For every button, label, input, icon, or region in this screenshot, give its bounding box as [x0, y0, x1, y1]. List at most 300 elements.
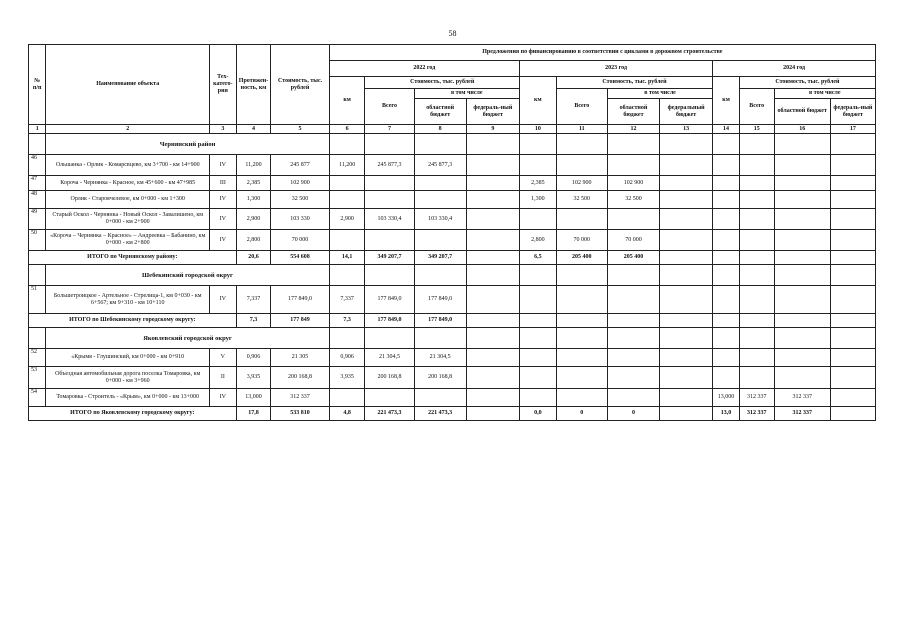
cost-value: 102 900	[271, 176, 329, 191]
col-number: 16	[774, 125, 830, 134]
tech-category: IV	[210, 286, 237, 314]
value-c15	[739, 209, 774, 230]
page-number: 58	[448, 29, 457, 38]
empty-cell	[660, 134, 713, 155]
value-c12: 102 900	[607, 176, 659, 191]
value-c6	[329, 176, 365, 191]
header-col-name: Наименование объекта	[46, 45, 210, 125]
object-name: Объездная автомобильная дорога поселка Томаровка, км 0+000 - км 3+960	[46, 367, 210, 389]
value-c12	[607, 155, 659, 176]
total-c13	[660, 314, 713, 328]
empty-cell	[774, 328, 830, 349]
header-col-cost: Стоимость, тыс. рублей	[271, 45, 329, 125]
region-name: Яковлевский городской округ	[46, 328, 329, 349]
empty-cell	[607, 265, 659, 286]
total-c11	[556, 314, 607, 328]
col-number: 6	[329, 125, 365, 134]
header-federal-2023: федеральный бюджет	[660, 99, 713, 125]
total-c6: 7,3	[329, 314, 365, 328]
value-c11	[556, 367, 607, 389]
value-c8: 103 330,4	[414, 209, 466, 230]
value-c13	[660, 230, 713, 251]
value-c11: 32 500	[556, 191, 607, 209]
value-c6: 0,906	[329, 349, 365, 367]
row-number: 53	[29, 367, 46, 389]
length-km: 2,800	[236, 230, 271, 251]
value-c7: 21 304,5	[365, 349, 414, 367]
total-row	[29, 407, 876, 421]
empty-cell	[830, 328, 875, 349]
header-total-2024: Всего	[739, 89, 774, 125]
total-c15: 312 337	[739, 407, 774, 421]
value-c14	[713, 286, 740, 314]
total-cost: 177 849	[271, 314, 329, 328]
empty-cell	[739, 328, 774, 349]
value-c8	[414, 230, 466, 251]
value-c11	[556, 209, 607, 230]
value-c9	[466, 176, 519, 191]
table-row	[29, 349, 876, 367]
col-number: 17	[830, 125, 875, 134]
value-c6: 3,935	[329, 367, 365, 389]
header-km-2023: км	[519, 77, 556, 125]
col-number: 4	[236, 125, 271, 134]
total-c6: 14,1	[329, 251, 365, 265]
header-regional-2023: областной бюджет	[607, 99, 659, 125]
header-km-2022: км	[329, 77, 365, 125]
value-c11	[556, 286, 607, 314]
total-length: 20,6	[236, 251, 271, 265]
total-c17	[830, 251, 875, 265]
total-c8: 349 207,7	[414, 251, 466, 265]
region-spacer	[29, 134, 46, 155]
value-c12	[607, 286, 659, 314]
length-km: 13,000	[236, 389, 271, 407]
value-c9	[466, 155, 519, 176]
empty-cell	[830, 134, 875, 155]
header-federal-2022: федераль-ный бюджет	[466, 99, 519, 125]
total-c7: 177 849,0	[365, 314, 414, 328]
tech-category: III	[210, 176, 237, 191]
empty-cell	[414, 328, 466, 349]
col-number: 1	[29, 125, 46, 134]
row-number: 54	[29, 389, 46, 407]
header-including-2023: в том числе	[607, 89, 712, 99]
col-number: 2	[46, 125, 210, 134]
total-row	[29, 314, 876, 328]
value-c16	[774, 286, 830, 314]
length-km: 7,337	[236, 286, 271, 314]
column-numbers-row	[29, 125, 876, 134]
value-c7: 200 168,8	[365, 367, 414, 389]
value-c16	[774, 176, 830, 191]
value-c16	[774, 230, 830, 251]
total-c14: 13,0	[713, 407, 740, 421]
empty-cell	[713, 134, 740, 155]
value-c10: 2,800	[519, 230, 556, 251]
total-row	[29, 251, 876, 265]
empty-cell	[466, 265, 519, 286]
value-c17	[830, 191, 875, 209]
value-c6	[329, 191, 365, 209]
header-cost-2024: Стоимость, тыс. рублей	[739, 77, 875, 89]
empty-cell	[713, 265, 740, 286]
value-c13	[660, 191, 713, 209]
region-name: Чернянский район	[46, 134, 329, 155]
empty-cell	[660, 265, 713, 286]
value-c17	[830, 176, 875, 191]
header-km-2024: км	[713, 77, 740, 125]
total-cost: 533 810	[271, 407, 329, 421]
value-c17	[830, 349, 875, 367]
empty-cell	[365, 134, 414, 155]
value-c11: 70 000	[556, 230, 607, 251]
value-c14	[713, 367, 740, 389]
cost-value: 177 849,0	[271, 286, 329, 314]
total-length: 17,8	[236, 407, 271, 421]
length-km: 1,300	[236, 191, 271, 209]
col-number: 10	[519, 125, 556, 134]
value-c10	[519, 209, 556, 230]
header-total-2023: Всего	[556, 89, 607, 125]
empty-cell	[329, 328, 365, 349]
total-c9	[466, 314, 519, 328]
region-name: Шебекинский городской округ	[46, 265, 329, 286]
empty-cell	[365, 265, 414, 286]
value-c12	[607, 349, 659, 367]
total-c6: 4,8	[329, 407, 365, 421]
value-c17	[830, 389, 875, 407]
header-including-2022: в том числе	[414, 89, 519, 99]
empty-cell	[830, 265, 875, 286]
region-header-row	[29, 134, 876, 155]
value-c17	[830, 230, 875, 251]
header-year-2023: 2023 год	[519, 61, 712, 77]
value-c12	[607, 389, 659, 407]
header-year-2022: 2022 год	[329, 61, 519, 77]
col-number: 11	[556, 125, 607, 134]
value-c15: 312 337	[739, 389, 774, 407]
value-c8	[414, 389, 466, 407]
value-c10: 2,385	[519, 176, 556, 191]
object-name: Томаровка - Строитель - «Крым», км 0+000 - км 13+000	[46, 389, 210, 407]
header-cost-2023: Стоимость, тыс. рублей	[556, 77, 712, 89]
value-c16	[774, 155, 830, 176]
value-c13	[660, 286, 713, 314]
col-number: 5	[271, 125, 329, 134]
financing-table	[28, 44, 876, 421]
object-name: Орлик - Староячелевое, км 0+000 - км 1+300	[46, 191, 210, 209]
tech-category: V	[210, 349, 237, 367]
empty-cell	[556, 265, 607, 286]
value-c12	[607, 367, 659, 389]
col-number: 13	[660, 125, 713, 134]
table-row	[29, 389, 876, 407]
row-number: 51	[29, 286, 46, 314]
col-number: 7	[365, 125, 414, 134]
header-including-2024: в том числе	[774, 89, 875, 99]
region-header-row	[29, 328, 876, 349]
total-c11: 0	[556, 407, 607, 421]
value-c15	[739, 286, 774, 314]
cost-value: 103 330	[271, 209, 329, 230]
cost-value: 21 305	[271, 349, 329, 367]
total-c12: 205 400	[607, 251, 659, 265]
empty-cell	[607, 134, 659, 155]
region-spacer	[29, 265, 46, 286]
value-c8	[414, 191, 466, 209]
table-row	[29, 155, 876, 176]
total-c15	[739, 314, 774, 328]
value-c9	[466, 230, 519, 251]
total-c12: 0	[607, 407, 659, 421]
value-c7	[365, 230, 414, 251]
value-c8: 200 168,8	[414, 367, 466, 389]
header-col-num: № п/п	[29, 45, 46, 125]
value-c15	[739, 367, 774, 389]
value-c9	[466, 286, 519, 314]
total-c17	[830, 314, 875, 328]
value-c12: 32 500	[607, 191, 659, 209]
total-c16	[774, 251, 830, 265]
total-c14	[713, 314, 740, 328]
value-c16	[774, 349, 830, 367]
region-spacer	[29, 328, 46, 349]
value-c10	[519, 389, 556, 407]
length-km: 0,906	[236, 349, 271, 367]
value-c15	[739, 176, 774, 191]
tech-category: IV	[210, 389, 237, 407]
empty-cell	[365, 328, 414, 349]
value-c11	[556, 349, 607, 367]
value-c14	[713, 209, 740, 230]
empty-cell	[519, 265, 556, 286]
table-row	[29, 209, 876, 230]
value-c14	[713, 191, 740, 209]
empty-cell	[713, 328, 740, 349]
value-c7	[365, 389, 414, 407]
value-c11	[556, 155, 607, 176]
empty-cell	[774, 134, 830, 155]
value-c15	[739, 155, 774, 176]
value-c12: 70 000	[607, 230, 659, 251]
total-c15	[739, 251, 774, 265]
empty-cell	[607, 328, 659, 349]
table-row	[29, 191, 876, 209]
length-km: 2,900	[236, 209, 271, 230]
total-c13	[660, 407, 713, 421]
col-number: 3	[210, 125, 237, 134]
value-c8: 177 849,0	[414, 286, 466, 314]
value-c14: 13,000	[713, 389, 740, 407]
total-c16	[774, 314, 830, 328]
total-c17	[830, 407, 875, 421]
value-c10	[519, 349, 556, 367]
row-number: 48	[29, 191, 46, 209]
total-label: ИТОГО по Шебекинскому городскому округу:	[29, 314, 237, 328]
table-row	[29, 176, 876, 191]
total-c10: 0,0	[519, 407, 556, 421]
total-c9	[466, 407, 519, 421]
header-regional-2024: областной бюджет	[774, 99, 830, 125]
length-km: 11,200	[236, 155, 271, 176]
value-c7	[365, 176, 414, 191]
value-c14	[713, 349, 740, 367]
value-c10	[519, 286, 556, 314]
empty-cell	[414, 134, 466, 155]
value-c16: 312 337	[774, 389, 830, 407]
value-c7: 245 877,3	[365, 155, 414, 176]
value-c11: 102 900	[556, 176, 607, 191]
col-number: 14	[713, 125, 740, 134]
value-c17	[830, 286, 875, 314]
value-c14	[713, 230, 740, 251]
empty-cell	[329, 134, 365, 155]
table-row	[29, 367, 876, 389]
value-c9	[466, 367, 519, 389]
empty-cell	[519, 328, 556, 349]
empty-cell	[739, 265, 774, 286]
value-c13	[660, 389, 713, 407]
value-c9	[466, 389, 519, 407]
object-name: «Крымя - Глушинский, км 0+000 - км 0+910	[46, 349, 210, 367]
header-proposals: Предложения по финансированию в соответствии с циклами в дорожном строительстве	[329, 45, 875, 61]
total-c7: 221 473,3	[365, 407, 414, 421]
empty-cell	[556, 328, 607, 349]
value-c14	[713, 155, 740, 176]
table-row	[29, 286, 876, 314]
row-number: 52	[29, 349, 46, 367]
value-c6: 7,337	[329, 286, 365, 314]
value-c15	[739, 191, 774, 209]
value-c17	[830, 155, 875, 176]
total-label: ИТОГО по Яковлевскому городскому округу:	[29, 407, 237, 421]
value-c13	[660, 155, 713, 176]
value-c14	[713, 176, 740, 191]
empty-cell	[519, 134, 556, 155]
table-row	[29, 230, 876, 251]
value-c10: 1,300	[519, 191, 556, 209]
col-number: 8	[414, 125, 466, 134]
value-c9	[466, 191, 519, 209]
value-c10	[519, 367, 556, 389]
value-c9	[466, 209, 519, 230]
total-c14	[713, 251, 740, 265]
header-col-category: Тех-катего-рия	[210, 45, 237, 125]
total-c13	[660, 251, 713, 265]
header-year-2024: 2024 год	[713, 61, 876, 77]
object-name: Короча - Чернянка - Красное, км 45+600 - км 47+985	[46, 176, 210, 191]
total-c7: 349 207,7	[365, 251, 414, 265]
header-regional-2022: областной бюджет	[414, 99, 466, 125]
value-c11	[556, 389, 607, 407]
value-c10	[519, 155, 556, 176]
value-c16	[774, 209, 830, 230]
value-c16	[774, 367, 830, 389]
value-c6	[329, 230, 365, 251]
object-name: «Короча – Чернянка – Красное» – Андреевка – Бабанино, км 0+000 - км 2+800	[46, 230, 210, 251]
tech-category: IV	[210, 155, 237, 176]
object-name: Ольшанка - Орлик - Комарсвцево, км 3+700 - км 14+900	[46, 155, 210, 176]
header-federal-2024: федераль-ный бюджет	[830, 99, 875, 125]
cost-value: 200 168,8	[271, 367, 329, 389]
header-total-2022: Всего	[365, 89, 414, 125]
cost-value: 245 877	[271, 155, 329, 176]
value-c8	[414, 176, 466, 191]
col-number: 15	[739, 125, 774, 134]
row-number: 47	[29, 176, 46, 191]
value-c13	[660, 367, 713, 389]
value-c8: 21 304,5	[414, 349, 466, 367]
total-c11: 205 400	[556, 251, 607, 265]
total-c16: 312 337	[774, 407, 830, 421]
tech-category: II	[210, 367, 237, 389]
cost-value: 312 337	[271, 389, 329, 407]
value-c7: 177 849,0	[365, 286, 414, 314]
value-c13	[660, 176, 713, 191]
value-c7: 103 330,4	[365, 209, 414, 230]
empty-cell	[329, 265, 365, 286]
cost-value: 70 000	[271, 230, 329, 251]
empty-cell	[414, 265, 466, 286]
total-c9	[466, 251, 519, 265]
cost-value: 32 500	[271, 191, 329, 209]
value-c17	[830, 367, 875, 389]
empty-cell	[466, 134, 519, 155]
value-c15	[739, 349, 774, 367]
total-c12	[607, 314, 659, 328]
value-c7	[365, 191, 414, 209]
col-number: 12	[607, 125, 659, 134]
row-number: 50	[29, 230, 46, 251]
row-number: 46	[29, 155, 46, 176]
value-c8: 245 877,3	[414, 155, 466, 176]
object-name: Большетроицкое - Артельное - Стрелица-1, км 0+030 - км 6+567; км 9+310 - км 10+110	[46, 286, 210, 314]
header-col-length: Протяжен-ность, км	[236, 45, 271, 125]
value-c9	[466, 349, 519, 367]
total-c10: 6,5	[519, 251, 556, 265]
value-c6: 2,900	[329, 209, 365, 230]
total-length: 7,3	[236, 314, 271, 328]
object-name: Старый Оскол - Чернянка - Новый Оскол - Завалишено, км 0+000 - км 2+900	[46, 209, 210, 230]
value-c15	[739, 230, 774, 251]
empty-cell	[466, 328, 519, 349]
value-c6: 11,200	[329, 155, 365, 176]
region-header-row	[29, 265, 876, 286]
total-label: ИТОГО по Чернянскому району:	[29, 251, 237, 265]
value-c16	[774, 191, 830, 209]
col-number: 9	[466, 125, 519, 134]
value-c6	[329, 389, 365, 407]
value-c17	[830, 209, 875, 230]
length-km: 2,385	[236, 176, 271, 191]
empty-cell	[739, 134, 774, 155]
tech-category: IV	[210, 230, 237, 251]
total-c8: 221 473,3	[414, 407, 466, 421]
tech-category: IV	[210, 191, 237, 209]
value-c13	[660, 209, 713, 230]
value-c12	[607, 209, 659, 230]
value-c13	[660, 349, 713, 367]
total-c8: 177 849,0	[414, 314, 466, 328]
total-c10	[519, 314, 556, 328]
row-number: 49	[29, 209, 46, 230]
empty-cell	[774, 265, 830, 286]
empty-cell	[660, 328, 713, 349]
tech-category: IV	[210, 209, 237, 230]
length-km: 3,935	[236, 367, 271, 389]
empty-cell	[556, 134, 607, 155]
